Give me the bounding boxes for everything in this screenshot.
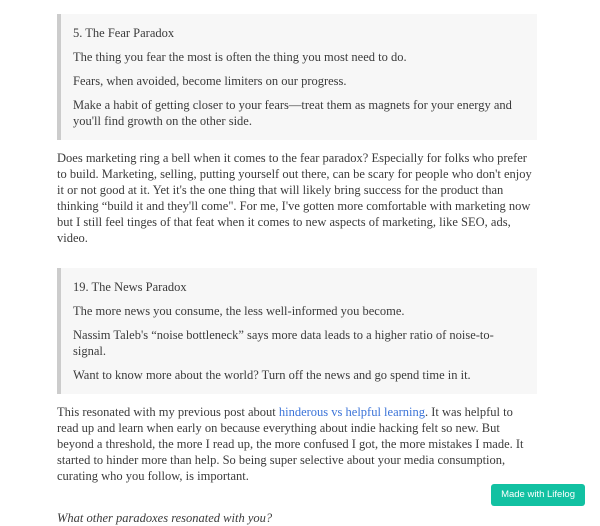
news-paradox-blockquote bbox=[57, 268, 537, 394]
quote-line: Make a habit of getting closer to your fears—treat them as magnets for your energy and you'll find growth on the other side. bbox=[73, 98, 512, 128]
quote-title: 19. The News Paradox bbox=[73, 280, 187, 294]
made-with-lifelog-badge[interactable]: Made with Lifelog bbox=[491, 484, 585, 507]
commentary-text-before-link: This resonated with my previous post about bbox=[57, 405, 279, 419]
quote-line: The thing you fear the most is often the thing you most need to do. bbox=[73, 50, 407, 64]
commentary-text-after-link: . It was helpful to read up and learn when early on because everything about indie hacking felt so new. But beyond a threshold, the more I read up, the more confused I got, the more mistakes I made. It started to hinder more than help. So being super selective about your media consumption, curating who you follow, is important. bbox=[57, 405, 524, 483]
quote-title: 5. The Fear Paradox bbox=[73, 26, 175, 40]
closing-question: What other paradoxes resonated with you? bbox=[57, 511, 273, 525]
news-paradox-commentary bbox=[57, 404, 537, 484]
quote-line: Fears, when avoided, become limiters on our progress. bbox=[73, 74, 347, 88]
quote-line: Nassim Taleb's “noise bottleneck” says more data leads to a higher ratio of noise-to-signal. bbox=[73, 328, 494, 358]
hinderous-vs-helpful-learning-link[interactable]: hinderous vs helpful learning bbox=[278, 405, 426, 419]
fear-paradox-commentary: Does marketing ring a bell when it comes to the fear paradox? Especially for folks who prefer to build. Marketing, selling, putting yourself out there, can be scary for people who don't enjoy it or not good at it. Yet it's the one thing that will likely bring success for the product than thinking “build it and they'll come". For me, I've gotten more comfortable with marketing now but I still feel tinges of that feat when it comes to new aspects of marketing, like SEO, ads, video. bbox=[57, 151, 532, 245]
quote-line: The more news you consume, the less well-informed you become. bbox=[73, 304, 405, 318]
article-content bbox=[57, 0, 537, 526]
quote-line: Want to know more about the world? Turn off the news and go spend time in it. bbox=[73, 368, 471, 382]
fear-paradox-blockquote bbox=[57, 14, 537, 140]
